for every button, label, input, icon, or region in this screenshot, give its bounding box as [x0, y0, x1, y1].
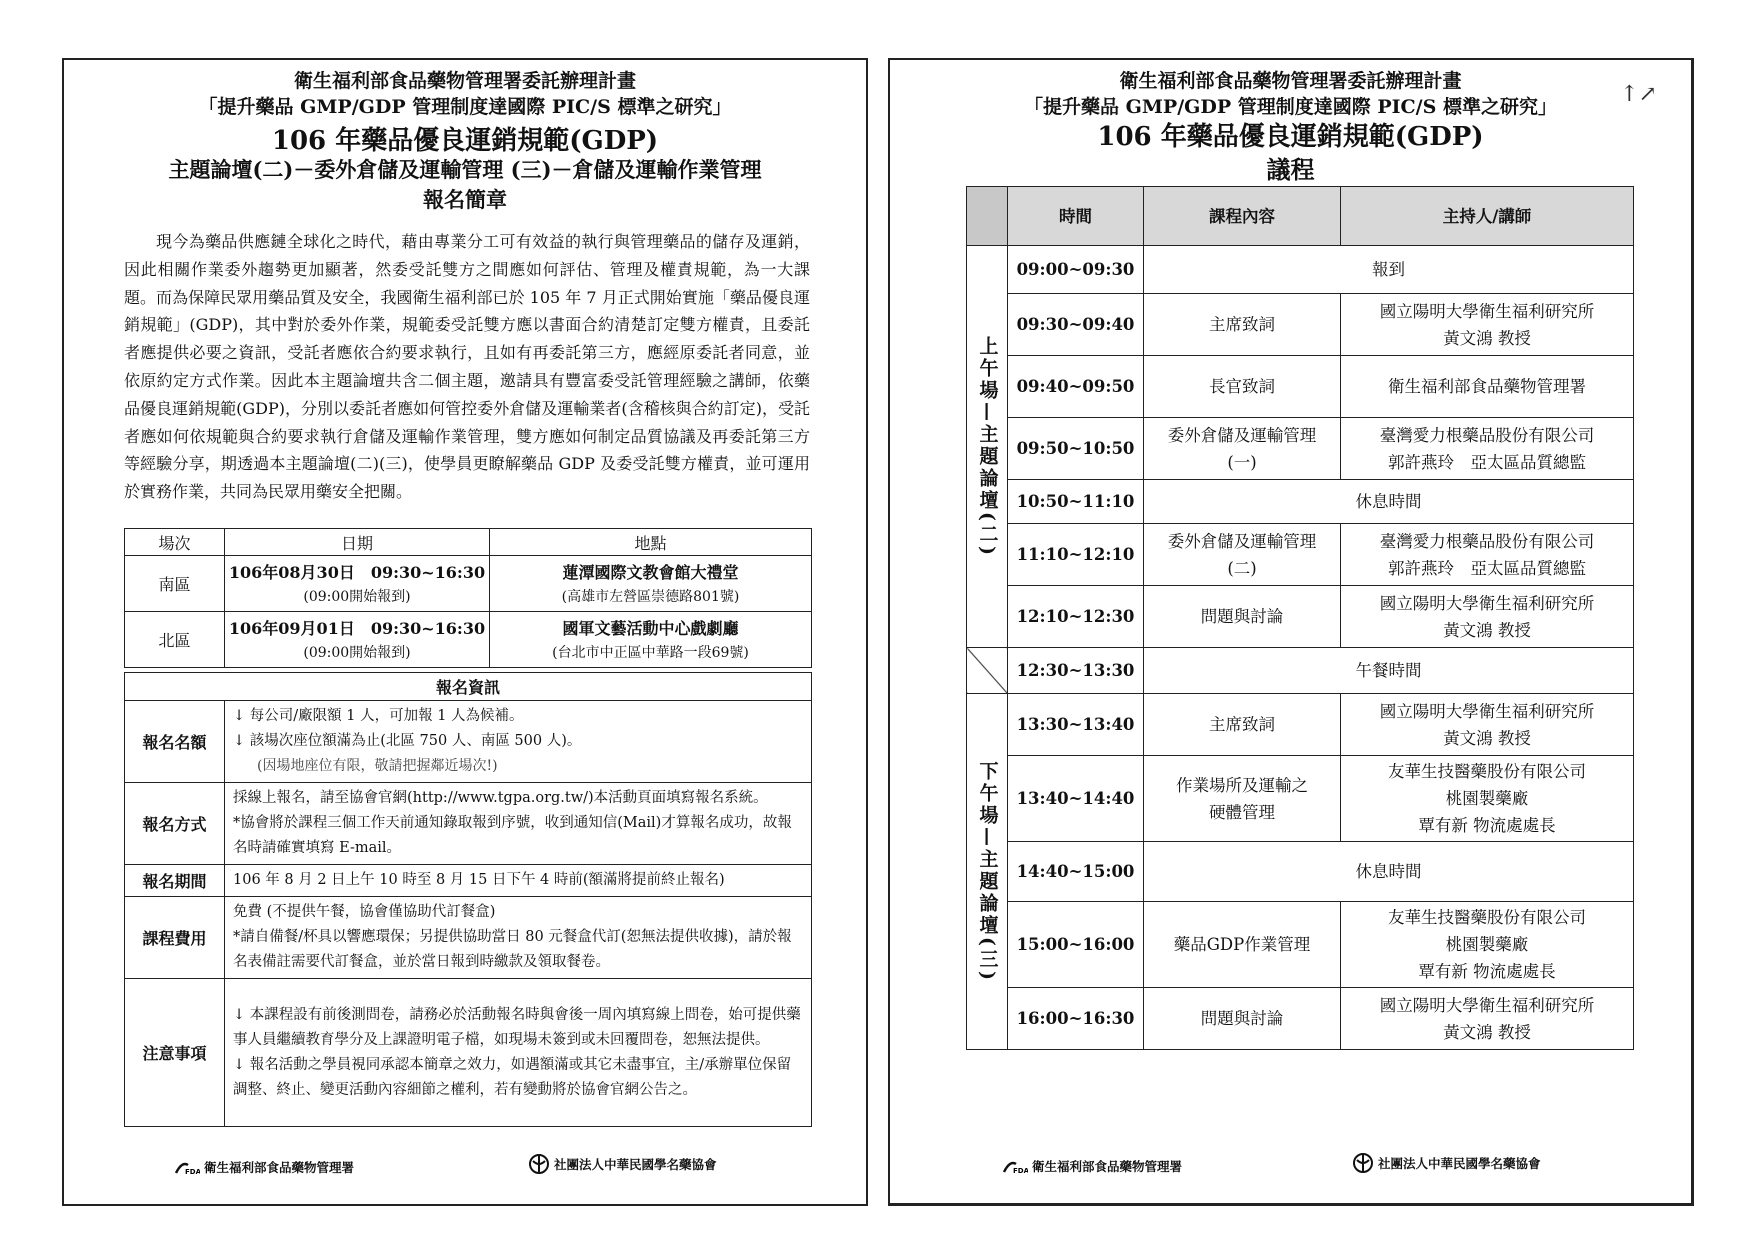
content-line: 硬體管理 — [1209, 802, 1275, 822]
host-name: 覃有新 物流處處長 — [1418, 816, 1556, 835]
agenda-corner — [967, 187, 1008, 246]
agenda-table — [966, 186, 1634, 1050]
agenda-host — [1341, 418, 1634, 480]
host-name: 黃文鴻 教授 — [1443, 620, 1531, 640]
agenda-row — [967, 694, 1634, 756]
afternoon-label-text: 下午場—主題論壇(三) — [976, 760, 999, 983]
fda-logo-icon — [174, 1159, 200, 1178]
agenda-time: 09:30~09:40 — [1008, 294, 1144, 356]
agenda-host — [1341, 756, 1634, 842]
agenda-row — [967, 356, 1634, 418]
agenda-row — [967, 418, 1634, 480]
agenda-row — [967, 586, 1634, 648]
notes-content — [225, 979, 812, 1127]
footer-fda — [1002, 1157, 1182, 1177]
period-text: 106 年 8 月 2 日上午 10 時至 8 月 15 日下午 4 時前(額滿將提前終止報名) — [225, 865, 812, 897]
event-title: 106 年藥品優良運銷規範(GDP) — [1097, 122, 1484, 152]
agenda-content — [1144, 524, 1341, 586]
agenda-content: 問題與討論 — [1144, 586, 1341, 648]
agenda-time: 16:00~16:30 — [1008, 988, 1144, 1050]
venue-col-date: 日期 — [225, 529, 490, 556]
agenda-span-content: 午餐時間 — [1144, 648, 1634, 694]
forum-subtitle: 主題論壇(二)－委外倉儲及運輸管理 (三)－倉儲及運輸作業管理 — [168, 157, 762, 182]
content-line: 委外倉儲及運輸管理 — [1167, 531, 1317, 551]
agenda-row — [967, 294, 1634, 356]
agenda-row — [967, 524, 1634, 586]
association-logo-icon — [528, 1153, 550, 1178]
fee-note: *請自備餐/杯具以響應環保；另提供協助當日 80 元餐盒代訂(恕無法提供收據)，請於報名表備註需要代訂餐盒，並於當日報到時繳款及領取餐卷。 — [233, 929, 792, 970]
notes-item — [233, 1053, 803, 1103]
quota-text: 每公司/廠限額 1 人，可加報 1 人為候補。 — [249, 708, 524, 724]
association-logo-icon — [1352, 1152, 1374, 1177]
fee-text: 免費 (不提供午餐，協會僅協助代訂餐盒) — [233, 904, 496, 920]
fee-content — [225, 897, 812, 979]
footer-fda — [174, 1158, 354, 1178]
agenda-page — [888, 58, 1694, 1206]
agenda-host — [1341, 988, 1634, 1050]
venue-col-place: 地點 — [490, 529, 812, 556]
footer-association — [1352, 1152, 1541, 1177]
arrow-bullet-icon: ↓ — [233, 708, 246, 724]
notes-item — [233, 1003, 803, 1053]
venue-address: (台北市中正區中華路一段69號) — [552, 644, 749, 661]
reg-title-row — [125, 673, 812, 701]
notes-label: 注意事項 — [125, 979, 225, 1127]
agenda-content: 主席致詞 — [1144, 294, 1341, 356]
fda-logo-text: FDA — [185, 1168, 200, 1175]
quota-content — [225, 701, 812, 783]
content-line: 作業場所及運輸之 — [1176, 775, 1308, 795]
intro-text: 現今為藥品供應鏈全球化之時代，藉由專業分工可有效益的執行與管理藥品的儲存及運銷，因此相關作業委外趨勢更加顯著，然委受託雙方之間應如何評估、管理及權責規範，為一大課題。而為保障民眾用藥品質及安全，我國衛生福利部已於 105 年 7 月正式開始實施「藥品優良運銷規範」(GDP)，其中對於委外作業，規範委受託雙方應以書面合約清楚訂定雙方權責，且委託者應提供必要之資訊，受託者應依合約要求執行，且如有再委託第三方，應經原委託者同意，並依原約定方式作業。因此本主題論壇共含二個主題，邀請具有豐富委受託管理經驗之講師，依藥品優良運銷規範(GDP)，分別以委託者應如何管控委外倉儲及運輸業者(含稽核與合約訂定)，受託者應如何依規範與合約要求執行倉儲及運輸作業管理，雙方應如何制定品質協議及再委託第三方等經驗分享，期透過本主題論壇(二)(三)，使學員更瞭解藥品 GDP 及委受託雙方權責，並可運用於實務作業，共同為民眾用藥安全把關。 — [124, 232, 810, 502]
footer-association-text: 社團法人中華民國學名藥協會 — [1378, 1156, 1541, 1171]
venue-date-note: (09:00開始報到) — [303, 588, 411, 605]
arrow-bullet-icon: ↓ — [233, 1006, 246, 1023]
host-org: 友華生技醫藥股份有限公司 — [1388, 762, 1586, 781]
content-line: (二) — [1227, 558, 1257, 578]
reg-period-row — [125, 865, 812, 897]
footer-fda-text: 衛生福利部食品藥物管理署 — [1032, 1159, 1183, 1174]
agenda-host — [1341, 902, 1634, 988]
agenda-heading: 議程 — [1266, 155, 1315, 184]
brochure-heading: 報名簡章 — [423, 187, 507, 212]
registration-brochure-page — [62, 58, 868, 1206]
quota-note: (因場地座位有限，敬請把握鄰近場次!) — [257, 758, 498, 774]
agenda-span-content: 休息時間 — [1144, 480, 1634, 524]
arrow-bullet-icon: ↓ — [233, 1056, 246, 1073]
agenda-time: 13:40~14:40 — [1008, 756, 1144, 842]
agenda-row — [967, 988, 1634, 1050]
venue-address: (高雄市左營區崇德路801號) — [561, 588, 740, 605]
agenda-header-row — [967, 187, 1634, 246]
agenda-row-lunch — [967, 648, 1634, 694]
agenda-time: 09:50~10:50 — [1008, 418, 1144, 480]
reg-method-row — [125, 783, 812, 865]
venue-date-cell — [225, 612, 490, 668]
event-title: 106 年藥品優良運銷規範(GDP) — [271, 126, 659, 156]
reg-quota-row — [125, 701, 812, 783]
agenda-content: 問題與討論 — [1144, 988, 1341, 1050]
content-line: 委外倉儲及運輸管理 — [1167, 425, 1317, 445]
agenda-row — [967, 902, 1634, 988]
quota-text: 該場次座位額滿為止(北區 750 人、南區 500 人)。 — [249, 733, 582, 749]
agenda-time: 09:40~09:50 — [1008, 356, 1144, 418]
intro-paragraph — [124, 228, 810, 506]
fee-label: 課程費用 — [125, 897, 225, 979]
footer-association — [528, 1153, 717, 1178]
agenda-time: 11:10~12:10 — [1008, 524, 1144, 586]
venue-place: 蓮潭國際文教會館大禮堂 — [562, 562, 739, 582]
host-name: 黃文鴻 教授 — [1443, 328, 1531, 348]
host-org: 衛生福利部食品藥物管理署 — [1388, 377, 1586, 396]
agenda-col-time: 時間 — [1008, 187, 1144, 246]
notes-text: 報名活動之學員視同承認本簡章之效力，如遇額滿或其它未盡事宜，主/承辦單位保留調整、終止、變更活動內容細節之權利，若有變動將於協會官網公告之。 — [233, 1056, 792, 1098]
agenda-time: 13:30~13:40 — [1008, 694, 1144, 756]
agenda-row — [967, 480, 1634, 524]
venue-table — [124, 528, 812, 668]
agenda-col-content: 課程內容 — [1144, 187, 1341, 246]
agenda-row — [967, 842, 1634, 902]
content-line: (一) — [1227, 452, 1257, 472]
venue-date-note: (09:00開始報到) — [303, 644, 411, 661]
venue-place: 國軍文藝活動中心戲劇廳 — [562, 618, 739, 638]
agenda-content — [1144, 418, 1341, 480]
host-org: 國立陽明大學衛生福利研究所 — [1379, 593, 1595, 613]
arrow-bullet-icon: ↓ — [233, 733, 246, 749]
host-org: 友華生技醫藥股份有限公司 — [1388, 908, 1586, 927]
quota-line — [233, 704, 803, 729]
method-label: 報名方式 — [125, 783, 225, 865]
quota-label: 報名名額 — [125, 701, 225, 783]
footer-association-text: 社團法人中華民國學名藥協會 — [554, 1157, 717, 1172]
fda-logo-text: FDA — [1013, 1167, 1028, 1174]
agenda-span-content: 報到 — [1144, 246, 1634, 294]
venue-session: 南區 — [125, 556, 225, 612]
venue-date: 106年08月30日 09:30~16:30 — [228, 562, 486, 582]
agenda-row — [967, 756, 1634, 842]
venue-row-south — [125, 556, 812, 612]
agenda-time: 14:40~15:00 — [1008, 842, 1144, 902]
reg-info-title: 報名資訊 — [125, 673, 812, 701]
notes-text: 本課程設有前後測問卷，請務必於活動報名時與會後一周內填寫線上問卷，始可提供藥事人員繼續教育學分及上課證明電子檔，如現場未簽到或未回覆問卷，恕無法提供。 — [233, 1006, 801, 1048]
venue-row-north — [125, 612, 812, 668]
venue-header-row — [125, 529, 812, 556]
venue-col-session: 場次 — [125, 529, 225, 556]
venue-place-cell — [490, 556, 812, 612]
host-name: 黃文鴻 教授 — [1443, 1022, 1531, 1042]
agenda-time: 09:00~09:30 — [1008, 246, 1144, 294]
reg-fee-row — [125, 897, 812, 979]
project-sponsor-line: 衛生福利部食品藥物管理署委託辦理計畫 — [293, 70, 636, 92]
fda-logo-icon — [1002, 1158, 1028, 1177]
venue-date-cell — [225, 556, 490, 612]
lunch-divider — [967, 648, 1008, 694]
host-name: 郭許燕玲 亞太區品質總監 — [1388, 452, 1586, 472]
method-note: *協會將於課程三個工作天前通知錄取報到序號，收到通知信(Mail)才算報名成功，故報名時請確實填寫 E-mail。 — [233, 815, 792, 856]
project-title-line: 「提升藥品 GMP/GDP 管理制度達國際 PIC/S 標準之研究」 — [198, 96, 732, 118]
host-plant: 桃園製藥廠 — [1445, 789, 1529, 808]
host-org: 臺灣愛力根藥品股份有限公司 — [1379, 425, 1595, 445]
host-org: 國立陽明大學衛生福利研究所 — [1379, 995, 1595, 1015]
agenda-content — [1144, 756, 1341, 842]
agenda-host — [1341, 586, 1634, 648]
host-name: 黃文鴻 教授 — [1443, 728, 1531, 748]
agenda-content: 主席致詞 — [1144, 694, 1341, 756]
host-org: 臺灣愛力根藥品股份有限公司 — [1379, 531, 1595, 551]
footer-fda-text: 衛生福利部食品藥物管理署 — [204, 1160, 355, 1175]
host-name: 郭許燕玲 亞太區品質總監 — [1388, 558, 1586, 578]
agenda-span-content: 休息時間 — [1144, 842, 1634, 902]
project-sponsor-line: 衛生福利部食品藥物管理署委託辦理計畫 — [1119, 70, 1462, 92]
afternoon-session-label — [967, 694, 1008, 1050]
handwritten-mark: ↑↗ — [1620, 82, 1657, 107]
host-org: 國立陽明大學衛生福利研究所 — [1379, 301, 1595, 321]
registration-info-table — [124, 672, 812, 1127]
agenda-host — [1341, 356, 1634, 418]
quota-line — [233, 729, 803, 754]
host-name: 覃有新 物流處處長 — [1418, 962, 1556, 981]
agenda-time: 12:10~12:30 — [1008, 586, 1144, 648]
agenda-host — [1341, 694, 1634, 756]
agenda-content: 長官致詞 — [1144, 356, 1341, 418]
agenda-content: 藥品GDP作業管理 — [1144, 902, 1341, 988]
venue-place-cell — [490, 612, 812, 668]
method-content — [225, 783, 812, 865]
morning-label-text: 上午場—主題論壇(二) — [976, 335, 999, 558]
host-plant: 桃園製藥廠 — [1445, 935, 1529, 954]
period-label: 報名期間 — [125, 865, 225, 897]
venue-date: 106年09月01日 09:30~16:30 — [228, 618, 486, 638]
agenda-time: 12:30~13:30 — [1008, 648, 1144, 694]
agenda-col-host: 主持人/講師 — [1341, 187, 1634, 246]
agenda-time: 10:50~11:10 — [1008, 480, 1144, 524]
morning-session-label — [967, 246, 1008, 648]
reg-notes-row — [125, 979, 812, 1127]
agenda-host — [1341, 524, 1634, 586]
venue-session: 北區 — [125, 612, 225, 668]
method-text: 採線上報名，請至協會官網(http://www.tgpa.org.tw/)本活動頁面填寫報名系統。 — [233, 790, 768, 806]
agenda-time: 15:00~16:00 — [1008, 902, 1144, 988]
project-title-line: 「提升藥品 GMP/GDP 管理制度達國際 PIC/S 標準之研究」 — [1024, 96, 1557, 118]
host-org: 國立陽明大學衛生福利研究所 — [1379, 701, 1595, 721]
agenda-row — [967, 246, 1634, 294]
agenda-host — [1341, 294, 1634, 356]
